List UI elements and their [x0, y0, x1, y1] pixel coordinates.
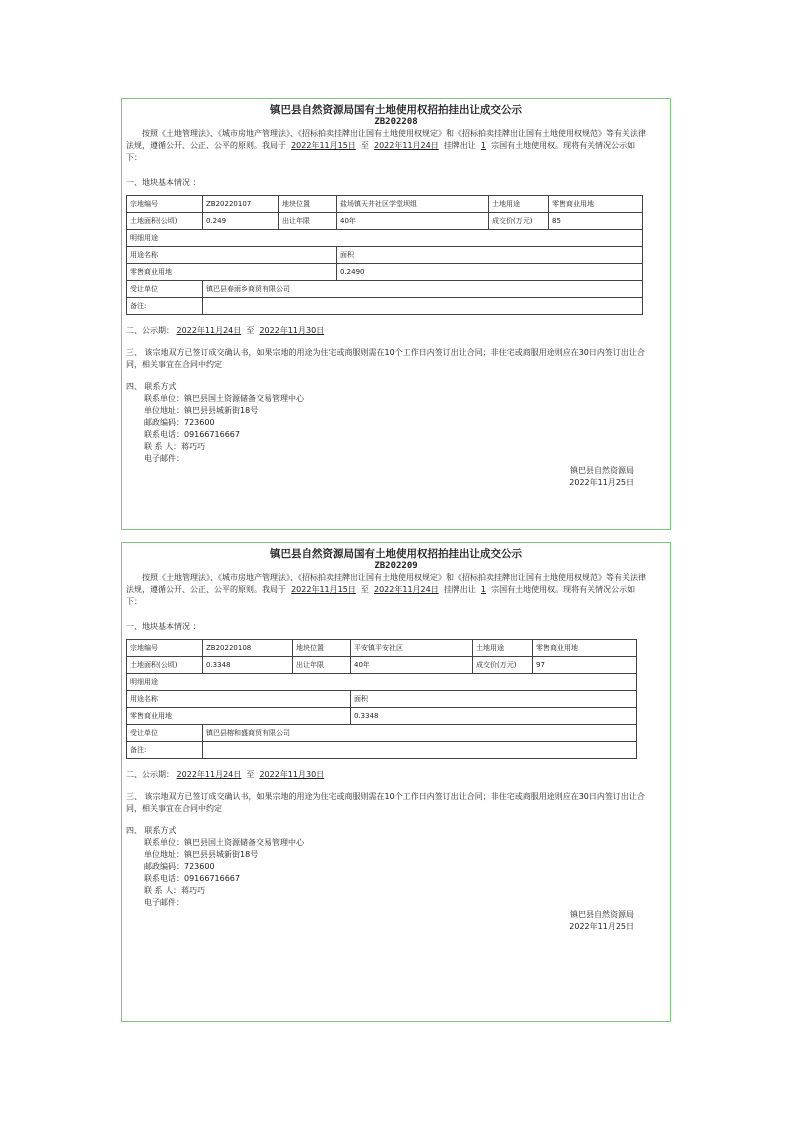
table-cell-label: 宗地编号: [127, 640, 203, 657]
section-2-label: 二、公示期：: [126, 326, 174, 335]
contact-phone: 联系电话：09166716667: [144, 430, 240, 439]
notice-title: 镇巴县自然资源局国有土地使用权招拍挂出让成交公示: [270, 548, 522, 560]
table-cell-value: 40年: [337, 213, 489, 230]
table-cell-value: [203, 298, 643, 315]
table-cell-label: 土地用途: [489, 196, 549, 213]
intro-to: 至: [360, 585, 369, 594]
table-cell-label: 出让年限: [293, 657, 351, 674]
table-cell-label: 宗地编号: [127, 196, 203, 213]
section-2-end: 2022年11月30日: [259, 770, 325, 779]
section-1-title: 一、地块基本情况 ：: [126, 178, 201, 187]
section-2: [126, 769, 670, 781]
table-cell-value: 0.3348: [351, 708, 637, 725]
section-2: [126, 325, 670, 337]
table-cell-label: 明细用途: [127, 674, 637, 691]
contact-postcode: 邮政编码：723600: [144, 862, 215, 871]
table-cell-value: ZB20220108: [203, 640, 293, 657]
intro-text: 按照《土地管理法》、《城市房地产管理法》、《招标拍卖挂牌出让国有土地使用权规定》和《招标拍卖挂牌出让国有土地使用权规范》等有关法律法规，遵循公开、公正、公平的原则。我局于: [126, 129, 646, 150]
contact-postcode: 邮政编码：723600: [144, 418, 215, 427]
parcel-table: [126, 195, 643, 315]
table-row: [127, 298, 643, 315]
contact-phone: 联系电话：09166716667: [144, 874, 240, 883]
section-4-title: 四、 联系方式: [126, 826, 177, 835]
intro-count: 1: [480, 141, 486, 150]
contact-unit: 联系单位：镇巴县国土资源储备交易管理中心: [144, 838, 304, 847]
table-row: [127, 264, 643, 281]
section-2-to: 至: [246, 326, 255, 335]
table-cell-value: ZB20220107: [203, 196, 279, 213]
table-row: [127, 230, 643, 247]
intro-end-date: 2022年11月24日: [374, 141, 439, 150]
table-cell-value: 盐场镇天井社区学堂坝组: [337, 196, 489, 213]
parcel-table: [126, 639, 637, 759]
notice-title: 镇巴县自然资源局国有土地使用权招拍挂出让成交公示: [270, 104, 522, 116]
table-cell-label: 面积: [351, 691, 637, 708]
table-cell-label: 地块位置: [293, 640, 351, 657]
section-3: 三、 该宗地双方已签订成交确认书，如果宗地的用途为住宅或商服则需在10个工作日内签订出让合同；非住宅或商服用途则应在30日内签订出让合同，相关事宜在合同中约定: [126, 348, 645, 369]
intro-suffix: 宗国有土地使用权。现将有关情况公示如下：: [126, 585, 636, 606]
contact-unit: 联系单位：镇巴县国土资源储备交易管理中心: [144, 394, 304, 403]
notice-code: ZB202209: [374, 561, 418, 571]
section-4-title: 四、 联系方式: [126, 382, 177, 391]
table-cell-value: 0.249: [203, 213, 279, 230]
notice-card: [121, 542, 671, 1022]
table-cell-value: 平安镇平安社区: [351, 640, 473, 657]
table-cell-value: 镇巴县榕和盛商贸有限公司: [203, 725, 637, 742]
table-cell-value: 97: [533, 657, 637, 674]
contact-address: 单位地址：镇巴县县城新街18号: [144, 406, 259, 415]
table-row: [127, 640, 637, 657]
intro-method: 挂牌出让: [443, 141, 476, 150]
contact-email: 电子邮件：: [144, 454, 184, 463]
contact-person: 联 系 人：蒋巧巧: [144, 886, 206, 895]
table-cell-value: 零售商业用地: [127, 708, 351, 725]
table-cell-label: 用途名称: [127, 247, 337, 264]
notice-card: [121, 98, 671, 530]
contact-person: 联 系 人：蒋巧巧: [144, 442, 206, 451]
table-cell-label: 备注:: [127, 742, 203, 759]
table-cell-value: 0.3348: [203, 657, 293, 674]
intro-start-date: 2022年11月15日: [291, 141, 356, 150]
intro-suffix: 宗国有土地使用权。现将有关情况公示如下：: [126, 141, 636, 162]
table-row: [127, 281, 643, 298]
intro-paragraph: [126, 572, 650, 608]
table-cell-value: 40年: [351, 657, 473, 674]
table-cell-value: 零售商业用地: [533, 640, 637, 657]
contact-email: 电子邮件：: [144, 898, 184, 907]
table-cell-label: 受让单位: [127, 281, 203, 298]
table-cell-label: 面积: [337, 247, 643, 264]
table-cell-label: 受让单位: [127, 725, 203, 742]
table-row: [127, 725, 637, 742]
table-row: [127, 196, 643, 213]
table-cell-value: 零售商业用地: [549, 196, 643, 213]
signer: 镇巴县自然资源局: [570, 910, 634, 919]
table-row: [127, 213, 643, 230]
table-cell-value: 85: [549, 213, 643, 230]
table-cell-value: 镇巴县春雨乡商贸有限公司: [203, 281, 643, 298]
table-cell-label: 成交价(万元): [489, 213, 549, 230]
section-1-title: 一、地块基本情况 ：: [126, 622, 201, 631]
table-cell-label: 出让年限: [279, 213, 337, 230]
intro-paragraph: [126, 128, 650, 164]
table-row: [127, 742, 637, 759]
notice-code: ZB202208: [374, 117, 418, 127]
intro-end-date: 2022年11月24日: [374, 585, 439, 594]
table-row: [127, 674, 637, 691]
table-cell-label: 明细用途: [127, 230, 643, 247]
table-row: [127, 657, 637, 674]
table-row: [127, 691, 637, 708]
table-cell-label: 成交价(万元): [473, 657, 533, 674]
intro-text: 按照《土地管理法》、《城市房地产管理法》、《招标拍卖挂牌出让国有土地使用权规定》和《招标拍卖挂牌出让国有土地使用权规范》等有关法律法规，遵循公开、公正、公平的原则。我局于: [126, 573, 646, 594]
table-cell-label: 备注:: [127, 298, 203, 315]
intro-method: 挂牌出让: [443, 585, 476, 594]
intro-count: 1: [480, 585, 486, 594]
section-2-start: 2022年11月24日: [176, 770, 242, 779]
section-2-label: 二、公示期：: [126, 770, 174, 779]
table-cell-label: 土地面积(公顷): [127, 657, 203, 674]
sign-date: 2022年11月25日: [569, 922, 634, 931]
signer: 镇巴县自然资源局: [570, 466, 634, 475]
section-2-to: 至: [246, 770, 255, 779]
section-3: 三、 该宗地双方已签订成交确认书，如果宗地的用途为住宅或商服则需在10个工作日内签订出让合同；非住宅或商服用途则应在30日内签订出让合同，相关事宜在合同中约定: [126, 792, 645, 813]
sign-date: 2022年11月25日: [569, 478, 634, 487]
contact-address: 单位地址：镇巴县县城新街18号: [144, 850, 259, 859]
table-row: [127, 708, 637, 725]
section-2-end: 2022年11月30日: [259, 326, 325, 335]
table-cell-label: 用途名称: [127, 691, 351, 708]
table-cell-label: 地块位置: [279, 196, 337, 213]
table-cell-label: 土地面积(公顷): [127, 213, 203, 230]
table-cell-value: 零售商业用地: [127, 264, 337, 281]
table-cell-label: 土地用途: [473, 640, 533, 657]
intro-start-date: 2022年11月15日: [291, 585, 356, 594]
table-row: [127, 247, 643, 264]
table-cell-value: 0.2490: [337, 264, 643, 281]
section-2-start: 2022年11月24日: [176, 326, 242, 335]
table-cell-value: [203, 742, 637, 759]
intro-to: 至: [360, 141, 369, 150]
